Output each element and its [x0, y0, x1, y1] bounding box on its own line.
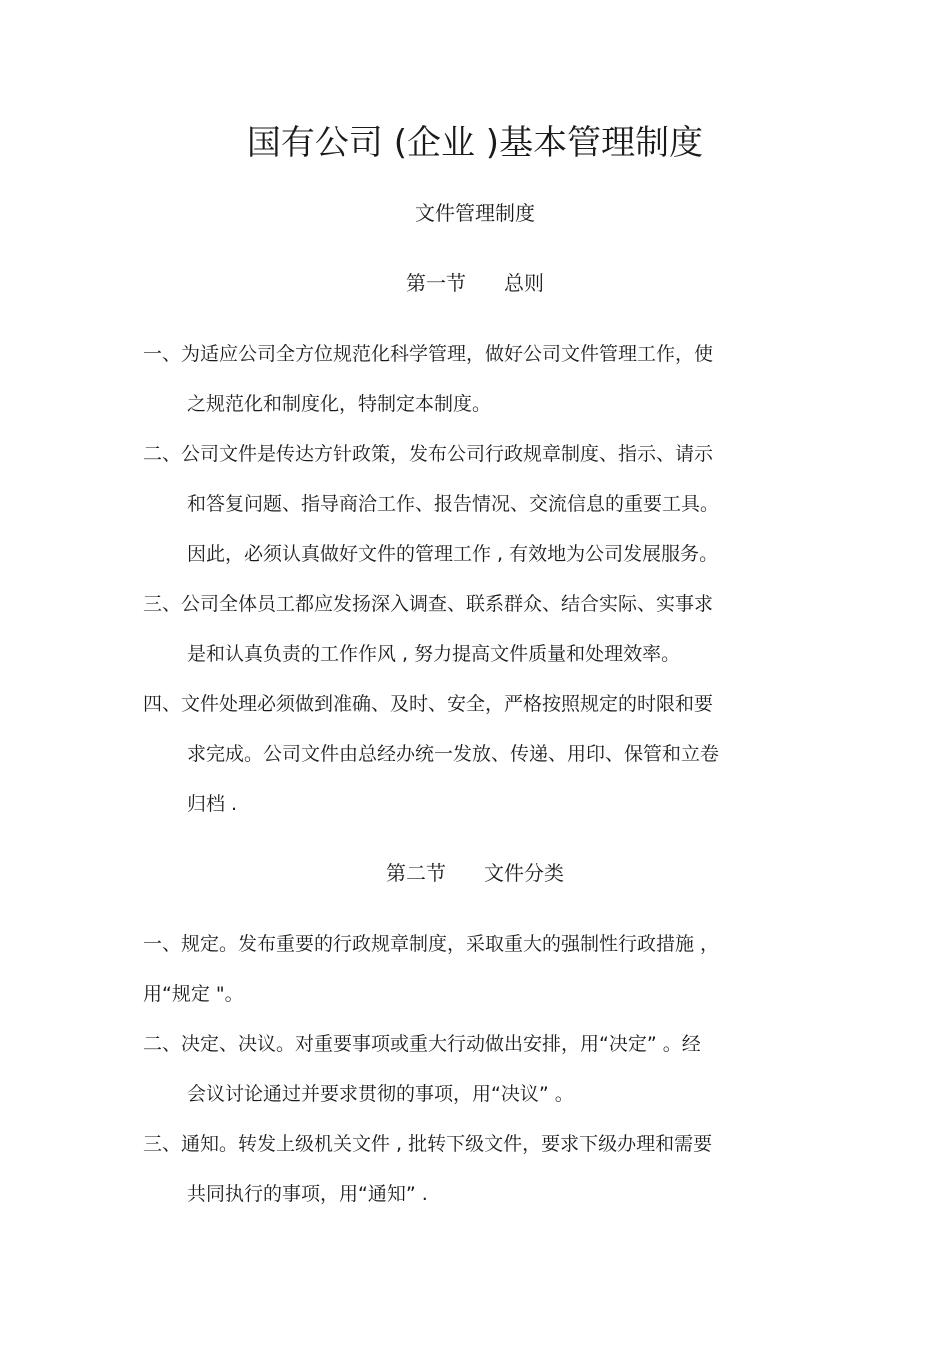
- section-number: 第一节: [406, 271, 466, 295]
- paragraph-line: 会议讨论通过并要求贯彻的事项，用“决议” 。: [187, 1083, 574, 1105]
- paragraph-line: 求完成。公司文件由总经办统一发放、传递、用印、保管和立卷: [187, 743, 720, 765]
- section-heading-1: [0, 268, 950, 298]
- paragraph-line: 一、规定。发布重要的行政规章制度，采取重大的强制性行政措施 ，: [143, 933, 720, 955]
- paragraph-line: 和答复问题、指导商洽工作、报告情况、交流信息的重要工具。: [187, 493, 720, 515]
- document-title: 国有公司 (企业 )基本管理制度: [246, 123, 704, 163]
- paragraph-line: 四、文件处理必须做到准确、及时、安全，严格按照规定的时限和要: [143, 693, 714, 715]
- paragraph-line: 共同执行的事项，用“通知” .: [187, 1183, 428, 1205]
- section-heading-2: [0, 858, 950, 888]
- section-number: 第二节: [386, 861, 446, 885]
- paragraph-line: 二、决定、决议。对重要事项或重大行动做出安排，用“决定” 。经: [143, 1033, 701, 1055]
- paragraph-line: 三、公司全体员工都应发扬深入调查、联系群众、结合实际、实事求: [143, 593, 714, 615]
- paragraph-line: 三、通知。转发上级机关文件 , 批转下级文件，要求下级办理和需要: [143, 1133, 713, 1155]
- section-name: 总则: [504, 271, 544, 295]
- paragraph-line: 是和认真负责的工作作风 , 努力提高文件质量和处理效率。: [187, 643, 681, 665]
- document-subtitle: 文件管理制度: [415, 201, 535, 225]
- paragraph-line: 因此，必须认真做好文件的管理工作 , 有效地为公司发展服务。: [187, 543, 719, 565]
- paragraph-line: 二、公司文件是传达方针政策，发布公司行政规章制度、指示、请示: [143, 443, 714, 465]
- paragraph-line: 一、为适应公司全方位规范化科学管理，做好公司文件管理工作，使: [143, 343, 714, 365]
- paragraph-line: 之规范化和制度化，特制定本制度。: [187, 393, 492, 415]
- section-name: 文件分类: [484, 861, 564, 885]
- paragraph-line: 用“规定 "。: [143, 983, 244, 1005]
- paragraph-line: 归档 .: [187, 793, 238, 815]
